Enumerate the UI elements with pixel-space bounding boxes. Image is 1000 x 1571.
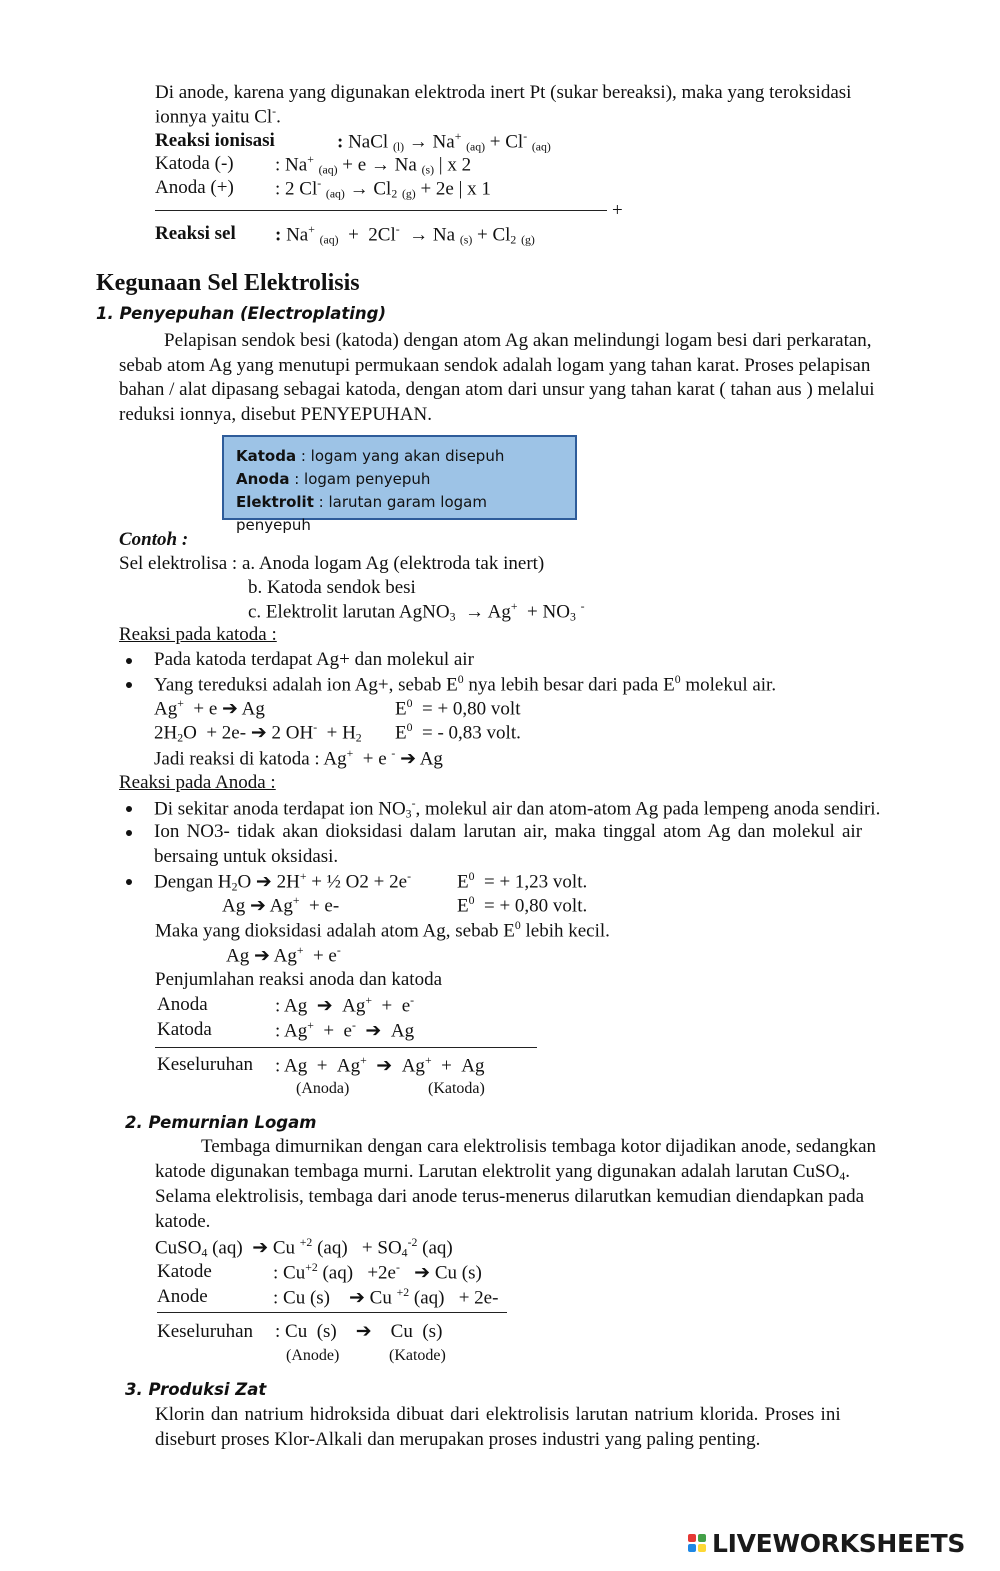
- s3-paragraph-line-2: diseburt proses Klor-Alkali dan merupakan proses industri yang paling penting.: [155, 1429, 761, 1450]
- bullet: [126, 658, 132, 664]
- s1-title: 1. Penyepuhan (Electroplating): [96, 304, 386, 323]
- sum-line: [155, 210, 607, 211]
- s2-paragraph-line-3: Selama elektrolisis, tembaga dari anode terus-menerus dilarutkan kemudian diendapkan pada: [155, 1186, 865, 1207]
- logo-text: LIVEWORKSHEETS: [712, 1528, 966, 1558]
- maka-statement: Maka yang dioksidasi adalah atom Ag, sebab $E^0$ lebih kecil.: [155, 919, 610, 942]
- penjumlahan-heading: Penjumlahan reaksi anoda dan katoda: [155, 969, 443, 990]
- s1-paragraph-line-3: bahan / alat dipasang sebagai katoda, dengan atom dari unsur yang tahan karat ( tahan aus ) melalui: [119, 379, 875, 400]
- anoda-equation: : 2 Cl- $_{(aq)} \to Cl_2$ $_{(g)}$ + 2e | x 1: [275, 177, 491, 201]
- anoda-bullet-2-cont: bersaing untuk oksidasi.: [154, 846, 339, 867]
- logo-square: [688, 1544, 696, 1552]
- s2-title: 2. Pemurnian Logam: [125, 1113, 317, 1132]
- bullet: [126, 682, 132, 688]
- s2-paragraph-line-4: katode.: [155, 1211, 211, 1232]
- sum-line: [155, 1047, 537, 1048]
- katode-tag: (Katode): [389, 1347, 446, 1364]
- katoda-eq-water-potential: $E^0$ = - 0,83 volt.: [395, 721, 521, 744]
- oksidasi-ag: Ag ➔ Ag+ + e-: [226, 944, 341, 967]
- katoda-eq-water: $2H_2O + 2e-$ ➔ 2 $OH^- + H_2$: [154, 721, 362, 745]
- s2-paragraph-line-2: katode digunakan tembaga murni. Larutan elektrolit yang digunakan adalah larutan CuSO$_4$.: [155, 1161, 850, 1183]
- intro-line-1: Di anode, karena yang digunakan elektroda inert Pt (sukar bereaksi), maka yang teroksidasi: [155, 82, 852, 103]
- katoda-bullet-2: Yang tereduksi adalah ion Ag+, sebab $E^0$ nya lebih besar dari pada $E^0$ molekul air.: [154, 673, 777, 696]
- liveworksheets-logo: [688, 1527, 965, 1559]
- sum-katoda-eq: : Ag+ + e- ➔ Ag: [275, 1019, 415, 1042]
- sel-elektrolisa-c: c. Elektrolit larutan AgNO$_3$ → $Ag^+ + NO_3$ -: [248, 600, 585, 624]
- keseluruhan-label: Keseluruhan: [157, 1054, 254, 1075]
- anoda-label: Anoda (+): [155, 177, 234, 198]
- cuso4-dissociation: CuSO$_4$ (aq) ➔ Cu $^{+2}$ $(aq) + SO_4^{-2}$ (aq): [155, 1236, 453, 1260]
- bullet: [126, 879, 132, 885]
- s1-paragraph-line-1: Pelapisan sendok besi (katoda) dengan atom Ag akan melindungi logam besi dari perkaratan,: [164, 330, 872, 351]
- katoda-eq-ag: Ag+ + e ➔ Ag: [154, 697, 265, 720]
- s2-katode-label: Katode: [157, 1261, 212, 1282]
- keseluruhan-eq: : Ag + Ag+ ➔ Ag+ + Ag: [275, 1054, 485, 1077]
- bullet: [126, 806, 132, 812]
- s2-anode-label: Anode: [157, 1286, 208, 1307]
- logo-square: [688, 1534, 696, 1542]
- anoda-bullet-1: Di sekitar anoda terdapat ion $NO_3^-$, molekul air dan atom-atom Ag pada lempeng anoda sendiri.: [154, 797, 881, 821]
- section-title: Kegunaan Sel Elektrolisis: [96, 270, 360, 296]
- sum-line: [157, 1312, 507, 1313]
- logo-square: [698, 1544, 706, 1552]
- definition-box: [222, 435, 577, 534]
- definition-katoda: Katoda : logam yang akan disepuh: [236, 447, 505, 465]
- anoda-eq-ag-potential: $E^0$ = + 0,80 volt.: [457, 894, 588, 917]
- s2-paragraph-line-1: Tembaga dimurnikan dengan cara elektrolisis tembaga kotor dijadikan anode, sedangkan: [201, 1136, 877, 1157]
- reaksi-sel-equation: : Na+ $_{(aq)}$ + 2Cl- → Na $_{(s)} + Cl_2$ $_{(g)}$: [275, 223, 535, 247]
- anoda-eq-water: Dengan $H_2O$ ➔ 2H+ + ½ O2 + 2e-: [154, 870, 411, 894]
- logo-square: [698, 1534, 706, 1542]
- sel-elektrolisa-a: Sel elektrolisa : a. Anoda logam Ag (elektroda tak inert): [119, 553, 545, 574]
- katoda-label: Katoda (-): [155, 153, 234, 174]
- katoda-conclusion: Jadi reaksi di katoda : Ag+ + e - ➔ Ag: [154, 747, 443, 770]
- sum-anoda-label: Anoda: [157, 994, 208, 1015]
- reaksi-sel-label: Reaksi sel: [155, 223, 236, 244]
- anoda-bullet-2: Ion NO3- tidak akan dioksidasi dalam larutan air, maka tinggal atom Ag dan molekul air: [154, 821, 863, 842]
- plus-sign: +: [612, 200, 623, 221]
- intro-line-2: ionnya yaitu Cl-.: [155, 105, 281, 128]
- katoda-equation: : Na+ $_{(aq)}$ + e → Na $_{(s)}$ | x 2: [275, 153, 472, 177]
- s2-keseluruhan-eq: : Cu (s) ➔ Cu (s): [275, 1321, 443, 1342]
- sum-katoda-label: Katoda: [157, 1019, 212, 1040]
- sum-anoda-eq: : Ag ➔ Ag+ + e-: [275, 994, 415, 1017]
- sel-elektrolisa-b: b. Katoda sendok besi: [248, 577, 416, 598]
- s2-katode-eq: : $Cu^{+2}$ (aq) +2e- ➔ Cu (s): [273, 1261, 482, 1284]
- reaksi-ionisasi-equation: : NaCl $_{(l)}$ → Na+ $_{(aq)}$ + Cl- $_{(aq)}$: [337, 130, 551, 154]
- reaksi-anoda-heading: Reaksi pada Anoda :: [119, 772, 276, 793]
- reaksi-katoda-heading: Reaksi pada katoda :: [119, 624, 277, 645]
- s1-paragraph-line-2: sebab atom Ag yang menutupi permukaan sendok adalah logam yang tahan karat. Proses pelapisan: [119, 355, 871, 376]
- logo-mark-icon: [688, 1534, 706, 1552]
- bullet: [126, 830, 132, 836]
- s3-paragraph-line-1: Klorin dan natrium hidroksida dibuat dari elektrolisis larutan natrium klorida. Proses ini: [155, 1404, 841, 1425]
- definition-elektrolit: Elektrolit : larutan garam logam penyepuh: [236, 493, 487, 534]
- anoda-tag: (Anoda): [296, 1080, 350, 1097]
- katoda-bullet-1: Pada katoda terdapat Ag+ dan molekul air: [154, 649, 474, 670]
- s3-title: 3. Produksi Zat: [125, 1380, 267, 1399]
- reaksi-ionisasi-label: Reaksi ionisasi: [155, 130, 275, 151]
- definition-anoda: Anoda : logam penyepuh: [236, 470, 431, 488]
- s1-paragraph-line-4: reduksi ionnya, disebut PENYEPUHAN.: [119, 404, 432, 425]
- katoda-eq-ag-potential: $E^0$ = + 0,80 volt: [395, 697, 521, 720]
- contoh-heading: Contoh :: [119, 529, 189, 550]
- anoda-eq-ag: Ag ➔ Ag+ + e-: [222, 894, 340, 917]
- katoda-tag: (Katoda): [428, 1080, 485, 1097]
- anoda-eq-water-potential: $E^0$ = + 1,23 volt.: [457, 870, 588, 893]
- s2-keseluruhan-label: Keseluruhan: [157, 1321, 254, 1342]
- s2-anode-eq: : Cu (s) ➔ Cu $^{+2}$ (aq) + 2e-: [273, 1286, 499, 1309]
- anode-tag: (Anode): [286, 1347, 340, 1364]
